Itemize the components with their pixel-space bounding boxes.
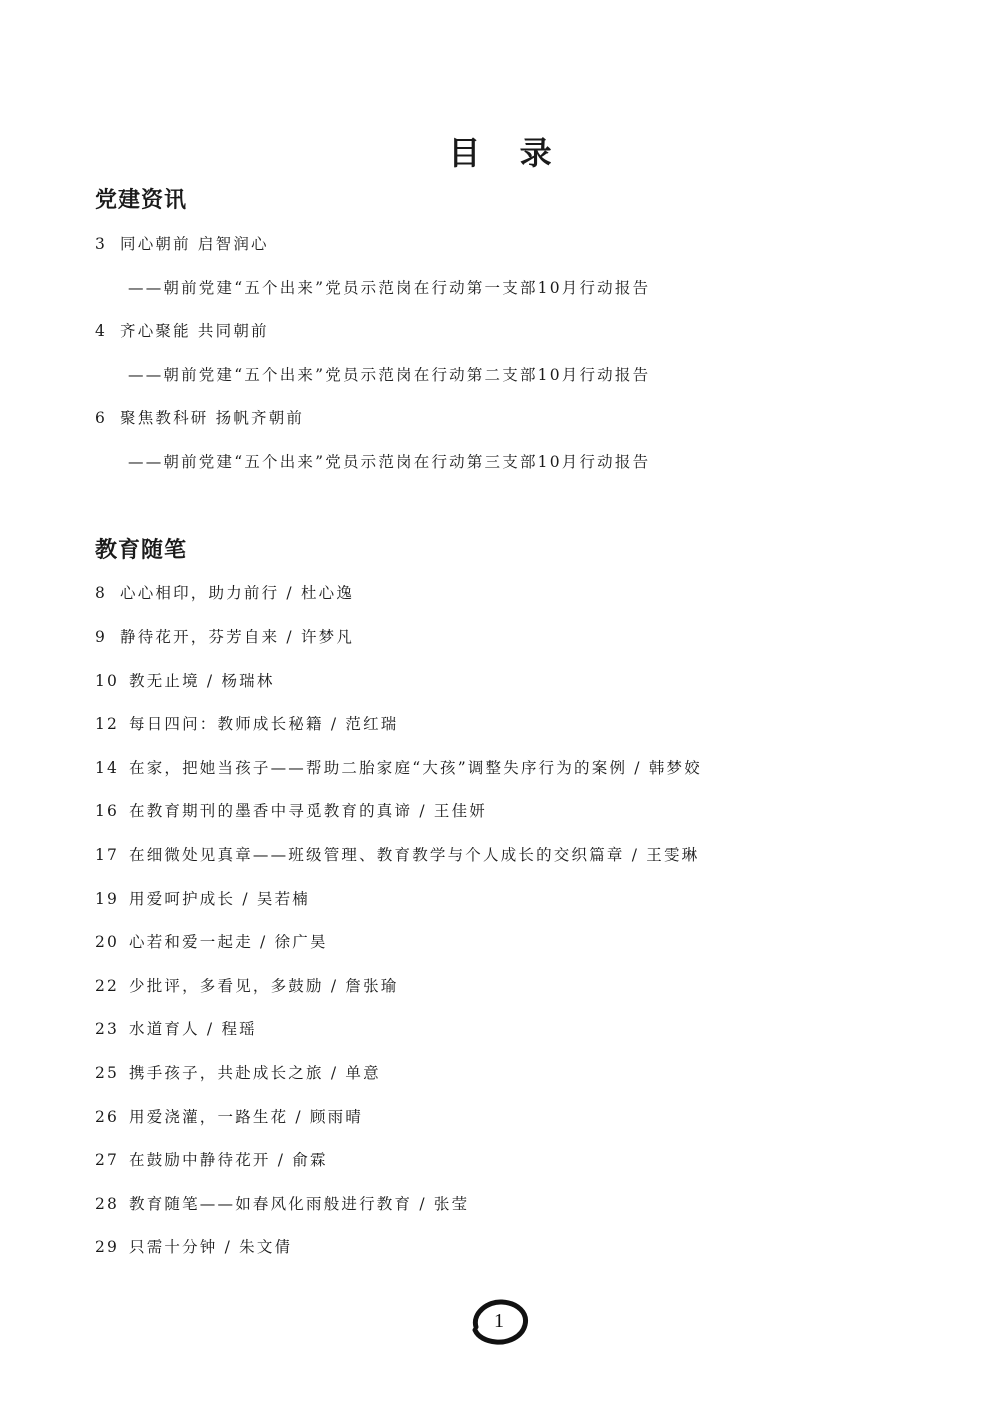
toc-entry-title: 在家，把她当孩子——帮助二胎家庭“大孩”调整失序行为的案例 / 韩梦姣	[129, 759, 702, 777]
section-heading-party-news: 党建资讯	[95, 187, 188, 213]
toc-entry[interactable]	[95, 1150, 328, 1170]
toc-entry[interactable]	[95, 845, 699, 865]
toc-entry-title: 水道育人 / 程瑶	[129, 1020, 257, 1038]
toc-page-number: 14	[95, 759, 120, 777]
toc-entry-subtitle: ——朝前党建“五个出来”党员示范岗在行动第三支部10月行动报告	[128, 453, 651, 471]
toc-entry-title: 只需十分钟 / 朱文倩	[129, 1238, 293, 1256]
toc-entry-title: 齐心聚能 共同朝前	[120, 322, 269, 340]
toc-entry[interactable]	[95, 408, 304, 428]
toc-page-number: 4	[95, 322, 108, 340]
toc-entry[interactable]	[95, 234, 269, 254]
toc-page-number: 27	[95, 1151, 120, 1169]
toc-entry-title: 用爱浇灌，一路生花 / 顾雨晴	[129, 1108, 364, 1126]
toc-page-number: 17	[95, 846, 120, 864]
toc-entry[interactable]	[95, 671, 275, 691]
toc-entry[interactable]	[95, 1237, 292, 1257]
toc-entry-title: 在细微处见真章——班级管理、教育教学与个人成长的交织篇章 / 王雯琳	[129, 846, 700, 864]
toc-entry-title: 少批评，多看见，多鼓励 / 詹张瑜	[129, 977, 399, 995]
toc-page-number: 8	[95, 584, 108, 602]
toc-entry-title: 在鼓励中静待花开 / 俞霖	[129, 1151, 328, 1169]
toc-entry-title: 用爱呵护成长 / 吴若楠	[129, 890, 310, 908]
toc-entry-title: 静待花开，芬芳自来 / 许梦凡	[120, 628, 355, 646]
toc-entry-subtitle: ——朝前党建“五个出来”党员示范岗在行动第一支部10月行动报告	[128, 279, 651, 297]
toc-entry[interactable]	[95, 1107, 363, 1127]
toc-entry-title: 同心朝前 启智润心	[120, 235, 269, 253]
toc-entry-title: 教无止境 / 杨瑞林	[129, 672, 275, 690]
toc-page-number: 6	[95, 409, 108, 427]
toc-entry-title: 携手孩子，共赴成长之旅 / 单意	[129, 1064, 381, 1082]
toc-entry[interactable]	[95, 801, 487, 821]
toc-entry[interactable]	[95, 758, 702, 778]
toc-entry-title: 教育随笔——如春风化雨般进行教育 / 张莹	[129, 1195, 470, 1213]
toc-page-number: 20	[95, 933, 120, 951]
toc-entry[interactable]	[95, 932, 328, 952]
toc-entry[interactable]	[95, 321, 269, 341]
toc-page-number: 16	[95, 802, 120, 820]
toc-entry-title: 心心相印，助力前行 / 杜心逸	[120, 584, 355, 602]
toc-entry[interactable]	[95, 1063, 381, 1083]
toc-page-number: 9	[95, 628, 108, 646]
toc-page-number: 29	[95, 1238, 120, 1256]
toc-entry-title: 聚焦教科研 扬帆齐朝前	[120, 409, 305, 427]
toc-page-number: 22	[95, 977, 120, 995]
toc-entry-title: 心若和爱一起走 / 徐广昊	[129, 933, 328, 951]
toc-page-number: 12	[95, 715, 120, 733]
toc-entry[interactable]	[95, 714, 398, 734]
toc-entry-title: 每日四问：教师成长秘籍 / 范红瑞	[129, 715, 399, 733]
toc-entry-title: 在教育期刊的墨香中寻觅教育的真谛 / 王佳妍	[129, 802, 487, 820]
toc-entry[interactable]	[95, 976, 398, 996]
page-number-badge	[468, 1297, 530, 1347]
toc-page-number: 3	[95, 235, 108, 253]
toc-page-number: 26	[95, 1108, 120, 1126]
toc-page-number: 23	[95, 1020, 120, 1038]
toc-entry-subtitle: ——朝前党建“五个出来”党员示范岗在行动第二支部10月行动报告	[128, 366, 651, 384]
toc-entry[interactable]	[95, 583, 354, 603]
toc-entry[interactable]	[95, 627, 354, 647]
toc-page-number: 28	[95, 1195, 120, 1213]
page-number: 1	[494, 1310, 504, 1332]
toc-entry[interactable]	[95, 1194, 469, 1214]
section-heading-education-essays: 教育随笔	[95, 537, 188, 563]
page-title: 目 录	[448, 134, 566, 172]
toc-entry[interactable]	[95, 1019, 257, 1039]
toc-page-number: 25	[95, 1064, 120, 1082]
toc-entry[interactable]	[95, 889, 310, 909]
toc-page-number: 19	[95, 890, 120, 908]
toc-page-number: 10	[95, 672, 120, 690]
